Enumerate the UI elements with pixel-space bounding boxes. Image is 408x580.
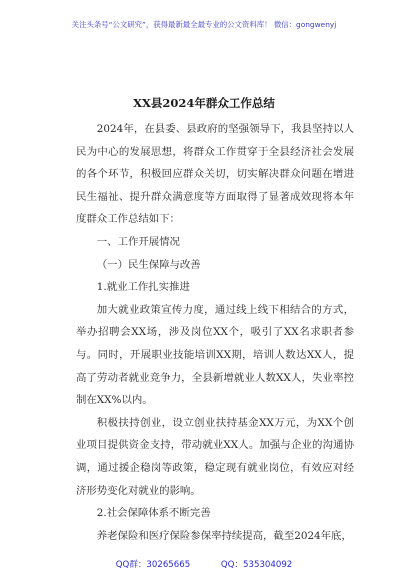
footer-qq-group: QQ群：30265665 <box>115 560 191 570</box>
intro-paragraph: 2024年，在县委、县政府的坚强领导下，我县坚持以人民为中心的发展思想，将群众工作贯穿于全县经济社会发展的各个环节，积极回应群众关切，切实解决群众问题在增进民生福祉、提升群众满意度等方面取得了显著成效现将本年度群众工作总结如下： <box>76 123 354 226</box>
footer-contact <box>0 558 408 570</box>
body-paragraph: 养老保险和医疗保险参保率持续提高，截至2024年底， <box>96 529 352 542</box>
subsection-heading: （一）民生保障与改善 <box>96 258 201 271</box>
section-heading: 一、工作开展情况 <box>96 235 180 248</box>
document-title: XX县2024年群众工作总结 <box>133 96 275 110</box>
document-body <box>76 118 354 547</box>
body-paragraph: 积极扶持创业，设立创业扶持基金XX万元，为XX个创业项目提供资金支持，带动就业XX人。加强与企业的沟通协调，通过援企稳岗等政策，稳定现有就业岗位，有效应对经济形势变化对就业的影响。 <box>76 416 354 497</box>
item-heading: 1.就业工作扎实推进 <box>96 281 190 294</box>
footer-qq: QQ：535304092 <box>220 560 293 570</box>
item-heading: 2.社会保障体系不断完善 <box>96 507 211 520</box>
body-paragraph: 加大就业政策宣传力度，通过线上线下相结合的方式，举办招聘会XX场，涉及岗位XX个，吸引了XX名求职者参与。同时，开展职业技能培训XX期，培训人数达XX人，提高了劳动者就业竞争力，全县新增就业人数XX人，失业率控制在XX%以内。 <box>76 303 354 407</box>
header-promo-note: 关注头条号“公文研究”，获得最新最全最专业的公文资料库！ 微信：gongwenyj <box>71 20 337 29</box>
